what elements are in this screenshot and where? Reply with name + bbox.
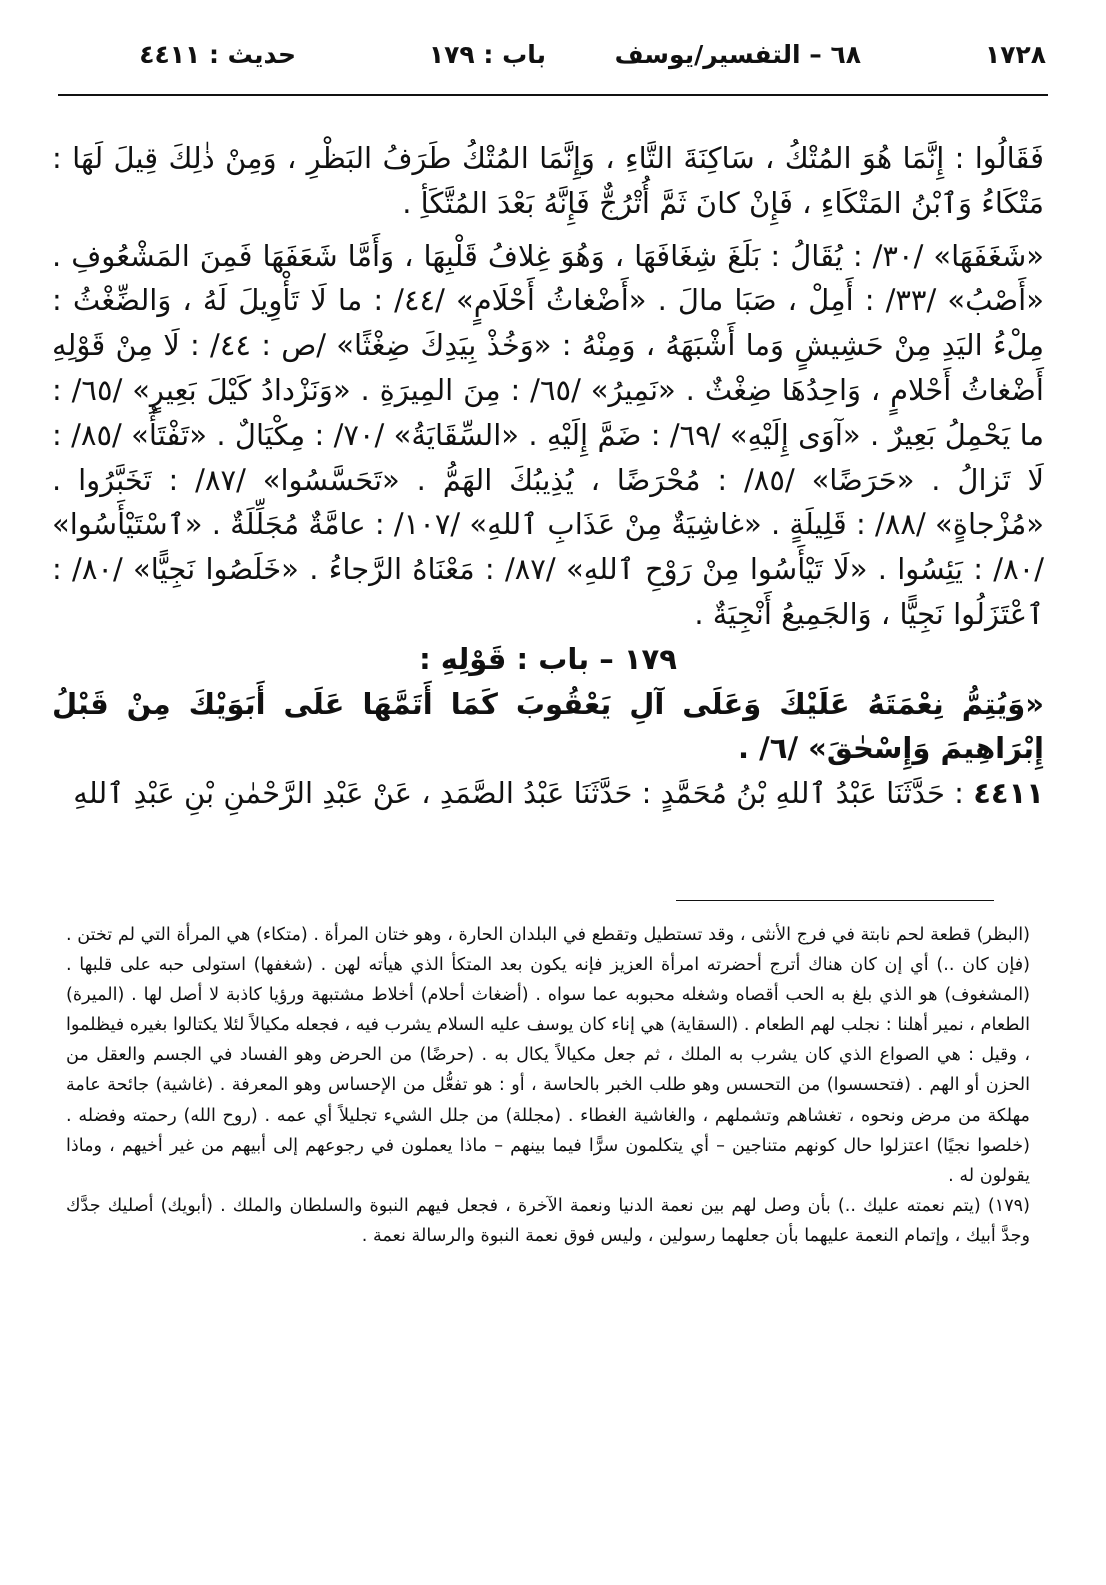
main-paragraph: فَقَالُوا : إِنَّمَا هُوَ المُتْكُ ، سَاكِنَةَ التَّاءِ ، وَإِنَّمَا المُتْكُ طَرَفُ البَظْرِ ، وَمِنْ ذٰلِكَ قِيلَ لَهَا : مَتْكَاءُ وَٱبْنُ المَتْكَاءِ ، فَإِنْ كانَ ثَمَّ أُتْرُجٌّ فَإِنَّهُ بَعْدَ المُتَّكَأِ . bbox=[52, 141, 1044, 220]
book-title: ٦٨ – التفسير/يوسف bbox=[614, 40, 861, 69]
page-number: ١٧٢٨ bbox=[984, 40, 1046, 69]
main-paragraph: «شَغَفَهَا» /٣٠/ : يُقَالُ : بَلَغَ شِغَافَهَا ، وَهُوَ غِلافُ قَلْبِهَا ، وَأَمَّا شَعَفَهَا فَمِنَ المَشْعُوفِ . «أَصْبُ» /٣٣/ : أَمِلْ ، صَبَا مالَ . «أَضْغاثُ أَحْلَامٍ» /٤٤/ : ما لَا تَأْوِيلَ لَهُ ، وَالضِّغْثُ : مِلْءُ اليَدِ مِنْ حَشِيشٍ وَما أَشْبَهَهُ ، وَمِنْهُ : «وَخُذْ بِيَدِكَ ضِغْثًا» /ص : ٤٤/ : لَا مِنْ قَوْلِهِ أَضْغاثُ أَحْلامٍ ، وَاحِدُهَا ضِغْثٌ . «نَمِيرُ» /٦٥/ : مِنَ المِيرَةِ . «وَنَزْدادُ كَيْلَ بَعِيرٍ» /٦٥/ : ما يَحْمِلُ بَعِيرٌ . «آوَى إِلَيْهِ» /٦٩/ : ضَمَّ إِلَيْهِ . «السِّقَايَةُ» /٧٠/ : مِكْيَالٌ . «تَفْتَأُ» /٨٥/ : لَا تَزالُ . «حَرَضًا» /٨٥/ : مُحْرَضًا ، يُذِيبُكَ الهَمُّ . «تَحَسَّسُوا» /٨٧/ : تَخَبَّرُوا . «مُزْجاةٍ» /٨٨/ : قَلِيلَةٍ . «غاشِيَةٌ مِنْ عَذَابِ ٱللهِ» /١٠٧/ : عامَّةٌ مُجَلِّلَةٌ . «ٱسْتَيْأَسُوا» /٨٠/ : يَئِسُوا . «لَا تَيْأَسُوا مِنْ رَوْحِ ٱللهِ» /٨٧/ : مَعْنَاهُ الرَّجاءُ . «خَلَصُوا نَجِيًّا» /٨٠/ : ٱعْتَزَلُوا نَجِيًّا ، وَالجَمِيعُ أَنْجِيَةٌ . bbox=[52, 238, 1045, 631]
quran-verse: «وَيُتِمُّ نِعْمَتَهُ عَلَيْكَ وَعَلَى آلِ يَعْقُوبَ كَمَا أَتَمَّهَا عَلَى أَبَوَيْكَ مِنْ قَبْلُ إِبْرَاهِيمَ وَإِسْحٰقَ» /٦/ . bbox=[52, 686, 1044, 766]
hadith-text: : حَدَّثَنَا عَبْدُ ٱللهِ بْنُ مُحَمَّدٍ : حَدَّثَنَا عَبْدُ الصَّمَدِ ، عَنْ عَبْدِ الرَّحْمٰنِ بْنِ عَبْدِ ٱللهِ bbox=[73, 776, 964, 811]
chapter-heading: ١٧٩ – باب : قَوْلِهِ : bbox=[419, 641, 677, 676]
footnote: (١٧٩) (يتم نعمته عليك ..) بأن وصل لهم بين نعمة الدنيا ونعمة الآخرة ، فجعل فيهم النبوة والسلطان والملك . (أبويك) أصليك جدَّك وجدَّ أبيك ، وإتمام النعمة عليهما بأن جعلهما رسولين ، وليس فوق نعمة النبوة والرسالة نعمة . bbox=[66, 1195, 1030, 1246]
running-header bbox=[60, 40, 1046, 84]
hadith-reference: حديث : ٤٤١١ bbox=[139, 40, 296, 69]
footnote-divider bbox=[676, 900, 994, 901]
hadith-number: ٤٤١١ bbox=[973, 776, 1044, 811]
footnote: (البظر) قطعة لحم نابتة في فرج الأنثى ، وقد تستطيل وتقطع في البلدان الحارة ، وهو ختان المرأة . (متكاء) هي المرأة التي لم تختن . (فإن كان ..) أي إن كان هناك أترج أحضرته امرأة العزيز فإنه يكون بعد المتكأ الذي هيأته لهن . (شغفها) استولى حبه على قلبها . (المشغوف) هو الذي بلغ به الحب أقصاه وشغله محبوبه عما سواه . (أضغاث أحلام) أخلاط مشتبهة ورؤيا كاذبة لا أصل لها . (الميرة) الطعام ، نمير أهلنا : نجلب لهم الطعام . (السقاية) هي إناء كان يوسف عليه السلام يشرب فيه ، فجعله مكيالاً لئلا يكتالوا بغيره فيظلموا ، وقيل : هي الصواع الذي كان يشرب به الملك ، ثم جعل مكيالاً يكال به . (حرضًا) من الحرض وهو الفساد في الجسم والعقل من الحزن أو الهم . (فتحسسوا) من التحسس وهو طلب الخبر بالحاسة ، أو : هو تفعُّل من الإحساس وهو المعرفة . (غاشية) جائحة عامة مهلكة من مرض ونحوه ، تغشاهم وتشملهم ، والغاشية الغطاء . (مجللة) من جلل الشيء تجليلاً أي عمه . (روح الله) رحمته وفضله . (خلصوا نجيًا) اعتزلوا حال كونهم متناجين – أي يتكلمون سرًّا فيما بينهم – ماذا يعملون في رجوعهم إلى أبيهم من غير أخيهم ، وماذا يقولون له . bbox=[66, 925, 1030, 1186]
chapter-reference: باب : ١٧٩ bbox=[428, 40, 546, 69]
hadith-line bbox=[52, 771, 1044, 816]
footnotes bbox=[66, 920, 1030, 1251]
main-text bbox=[52, 136, 1044, 816]
header-divider bbox=[58, 94, 1048, 96]
